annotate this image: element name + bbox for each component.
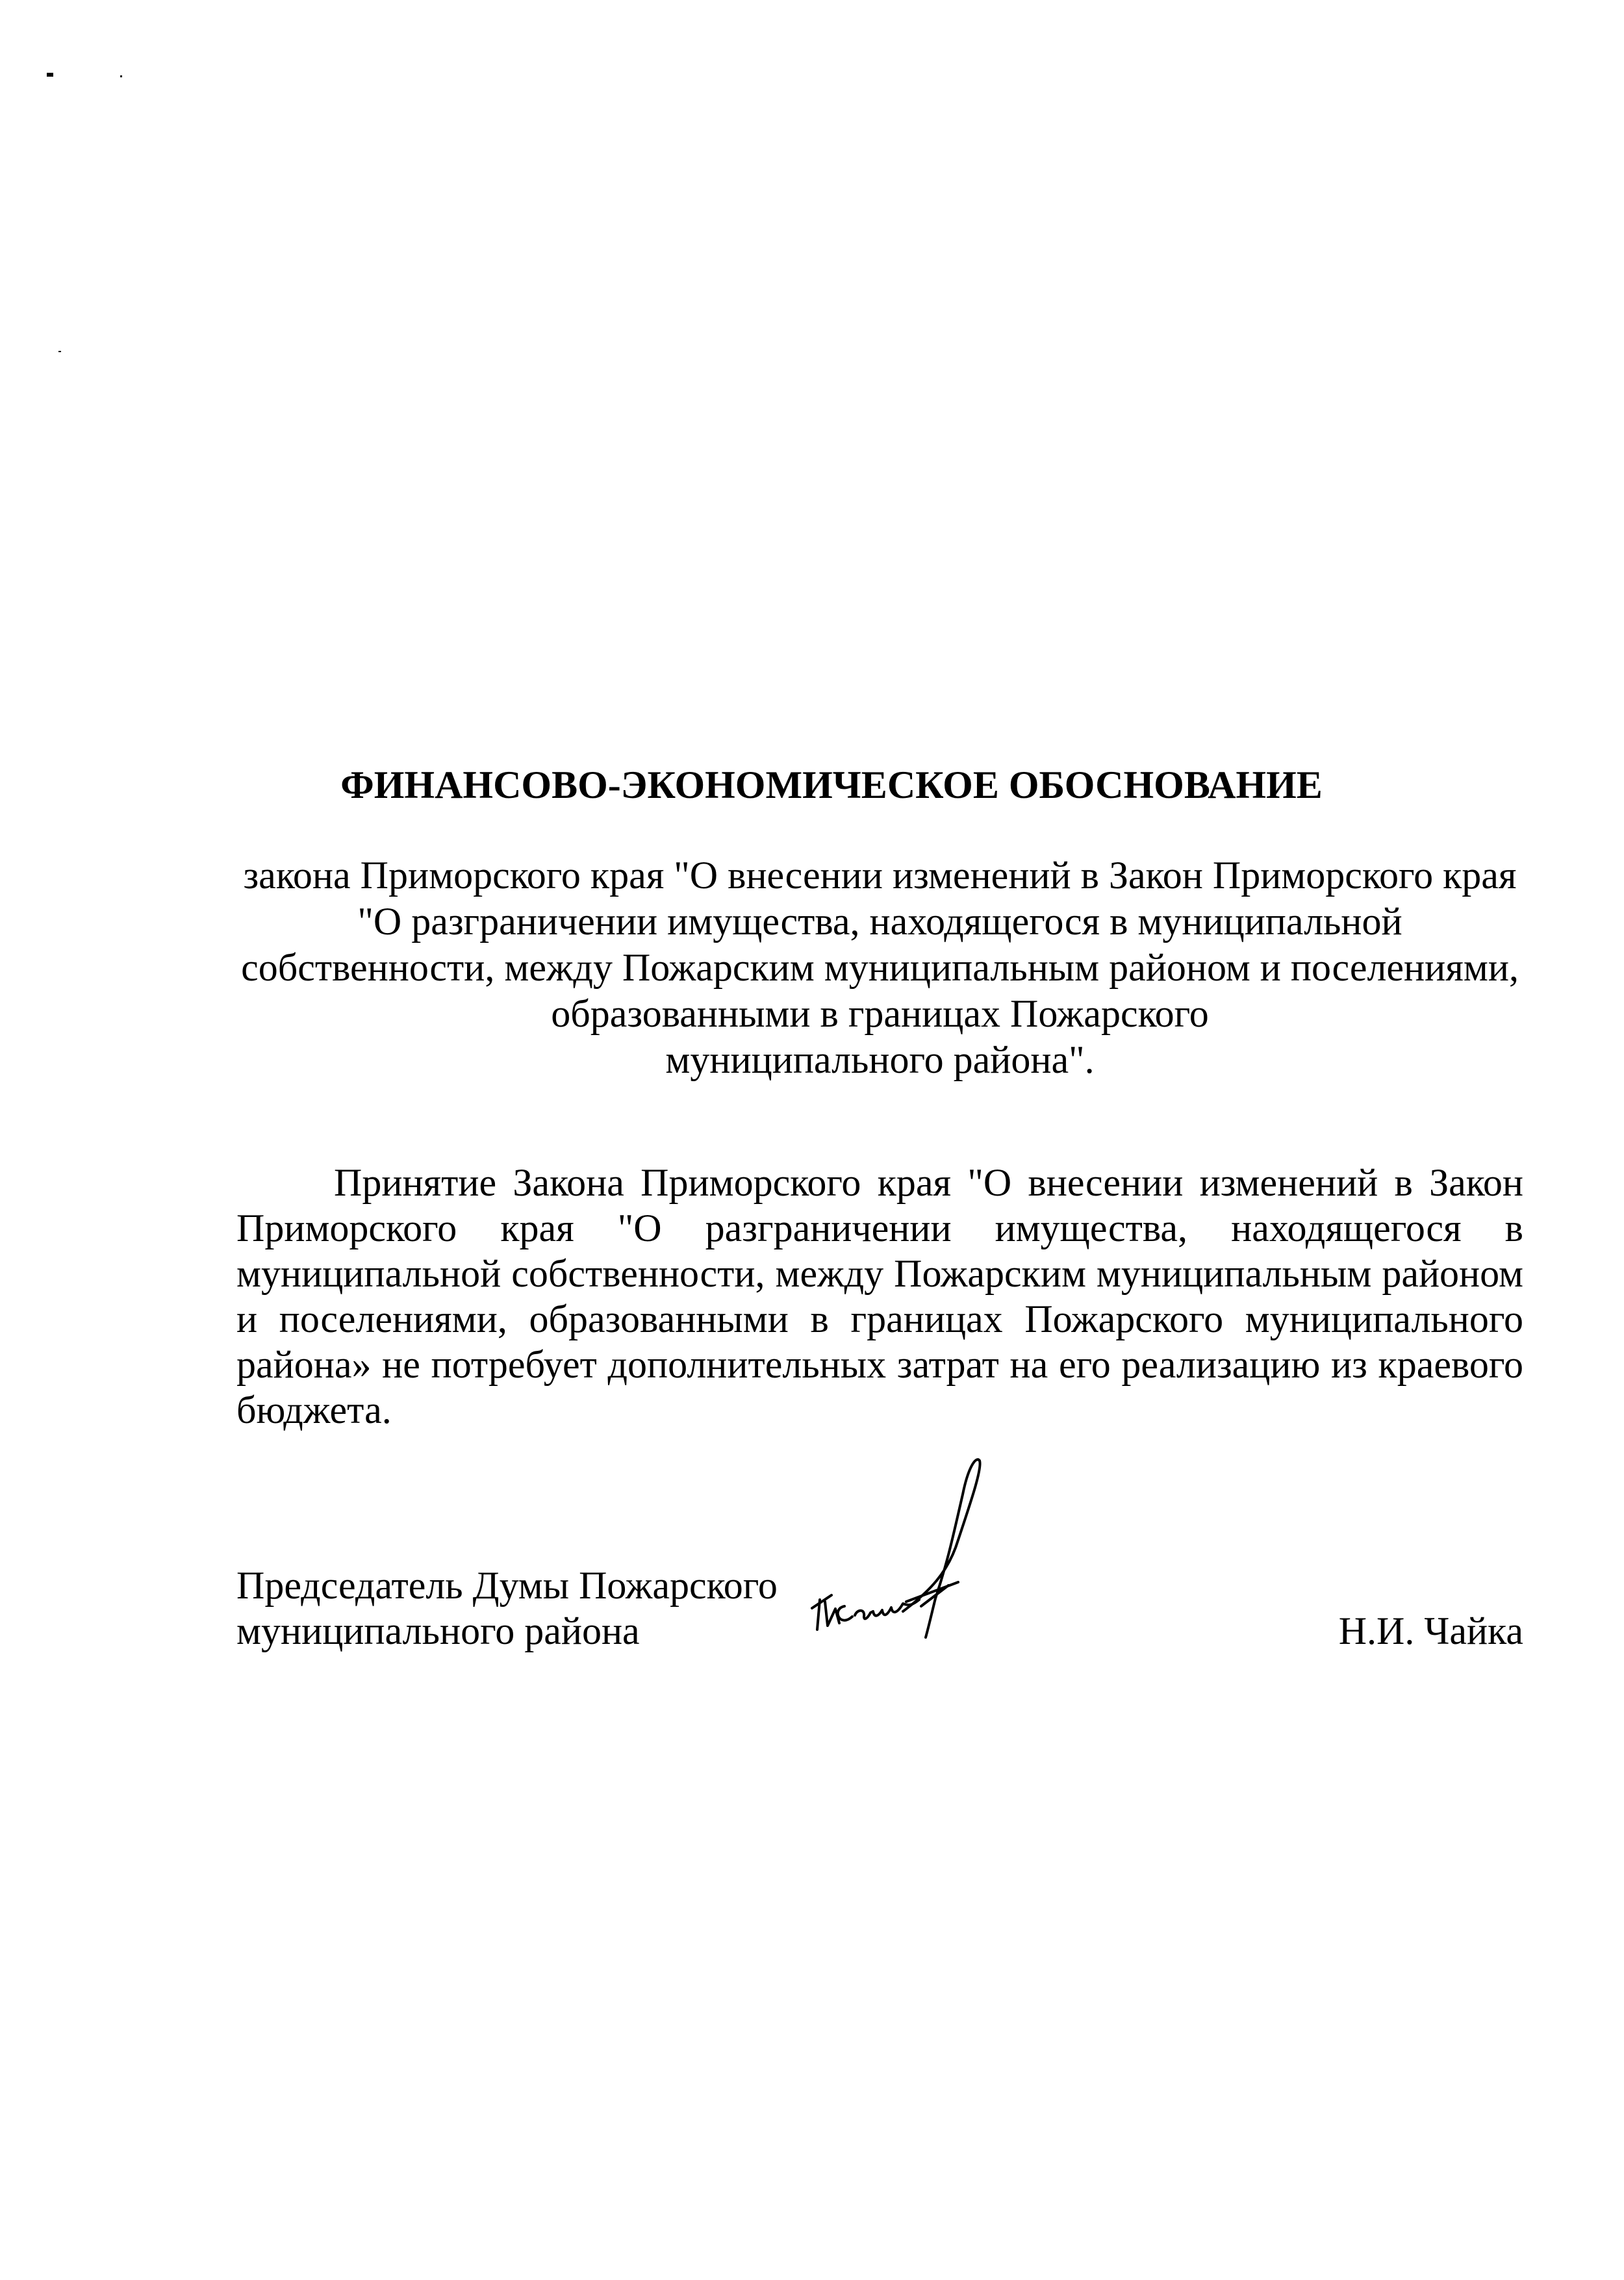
signatory-name: Н.И. Чайка — [1338, 1609, 1523, 1652]
body-line: района» не потребует дополнительных затрат на его реализацию из краевого — [236, 1343, 1523, 1386]
subtitle-line: "О разграничении имущества, находящегося в муниципальной — [357, 900, 1402, 943]
body-line: и поселениями, образованными в границах Пожарского муниципального — [236, 1298, 1523, 1340]
signatory-position-line: Председатель Думы Пожарского — [236, 1564, 778, 1607]
subtitle-line: муниципального района". — [665, 1038, 1095, 1081]
signatory-position-line: муниципального района — [236, 1609, 640, 1652]
subtitle-line: образованными в границах Пожарского — [551, 992, 1209, 1035]
signatory-position — [236, 1563, 778, 1654]
subtitle-line: закона Приморского края "О внесении изменений в Закон Приморского края — [243, 854, 1517, 897]
subtitle-line: собственности, между Пожарским муниципальным районом и поселениями, — [241, 946, 1519, 989]
scan-speck — [58, 351, 61, 352]
scan-speck — [120, 75, 122, 77]
body-paragraph — [236, 1160, 1523, 1433]
body-line: Принятие Закона Приморского края "О внесении изменений в Закон — [334, 1161, 1523, 1204]
scan-speck — [47, 73, 53, 77]
body-line: Приморского края "О разграничении имущества, находящегося в — [236, 1207, 1523, 1249]
body-line: муниципальной собственности, между Пожарским муниципальным районом — [236, 1252, 1523, 1295]
handwritten-signature — [806, 1455, 1065, 1657]
body-line: бюджета. — [236, 1389, 392, 1431]
document-subtitle — [236, 852, 1523, 1083]
document-title: ФИНАНСОВО-ЭКОНОМИЧЕСКОЕ ОБОСНОВАНИЕ — [340, 763, 1323, 806]
